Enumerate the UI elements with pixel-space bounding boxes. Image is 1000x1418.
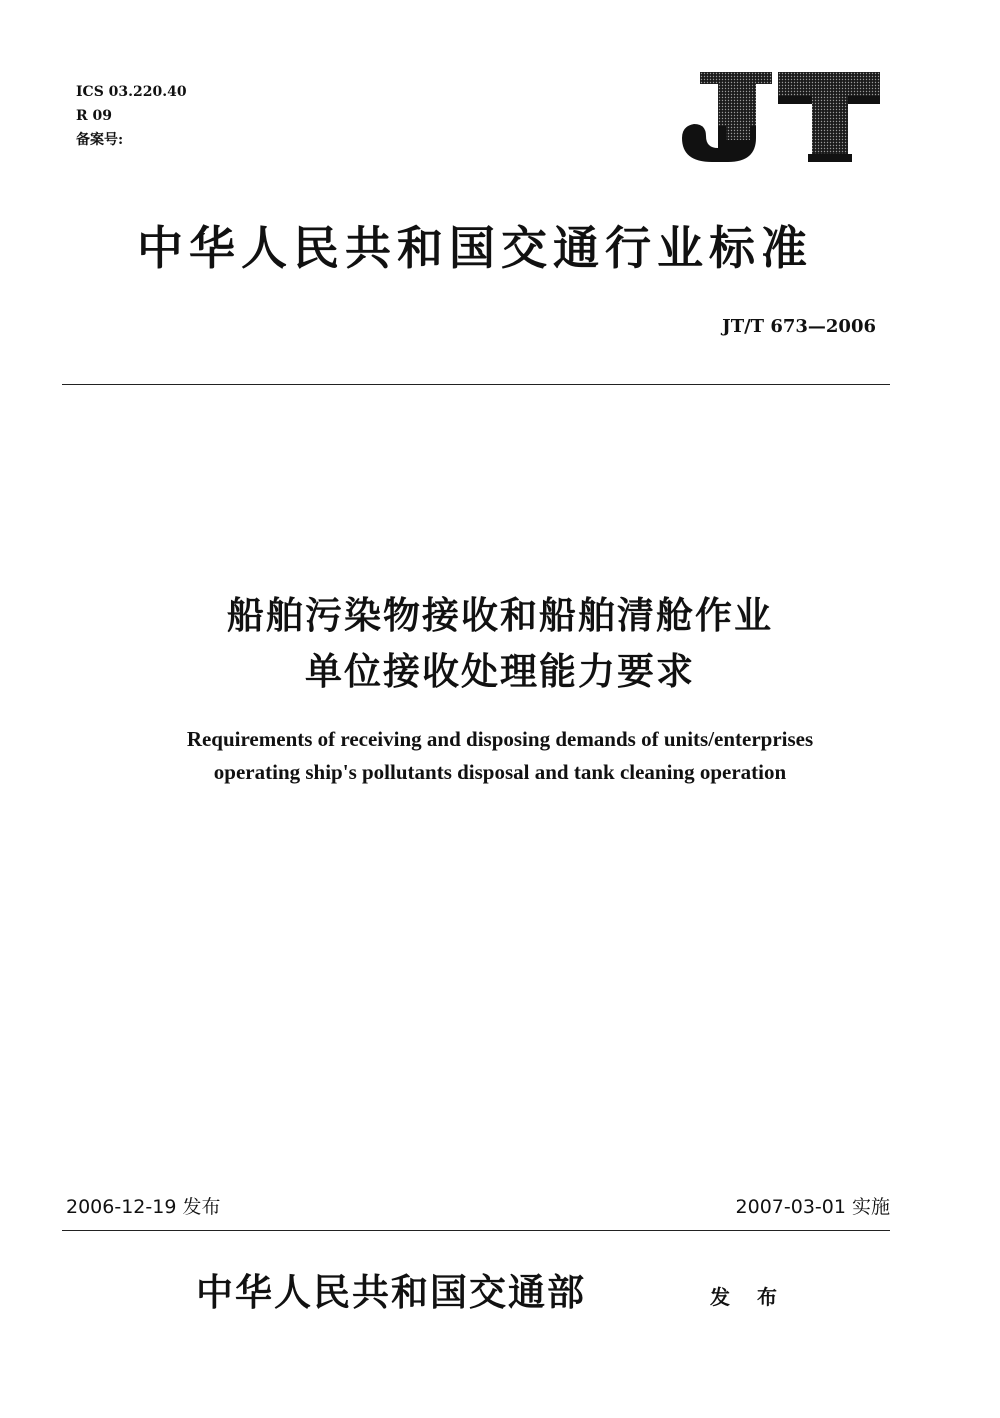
logo-letter-j	[682, 72, 772, 162]
logo-letter-t	[778, 72, 880, 162]
implementation-date: 2007-03-01 实施	[735, 1196, 890, 1218]
filing-number-label: 备案号:	[76, 132, 124, 148]
footer-divider	[62, 1230, 890, 1231]
jt-logo	[676, 66, 886, 166]
classification-code: R 09	[76, 108, 112, 124]
issue-date: 2006-12-19 发布	[66, 1196, 221, 1218]
header-divider	[62, 384, 890, 385]
standard-number: JT/T 673—2006	[722, 316, 876, 337]
chinese-title-line-2: 单位接收处理能力要求	[305, 650, 695, 693]
standard-category-title: 中华人民共和国交通行业标准	[137, 221, 813, 275]
issuing-authority: 中华人民共和国交通部	[196, 1270, 586, 1314]
english-title-line-1: Requirements of receiving and disposing demands of units/enterprises	[186, 727, 814, 751]
english-title-line-2: operating ship's pollutants disposal and tank cleaning operation	[213, 760, 787, 784]
chinese-title-line-1: 船舶污染物接收和船舶清舱作业	[227, 594, 773, 637]
document-metadata	[76, 80, 187, 152]
issue-label: 发 布	[710, 1285, 787, 1309]
ics-code: ICS 03.220.40	[76, 84, 187, 100]
